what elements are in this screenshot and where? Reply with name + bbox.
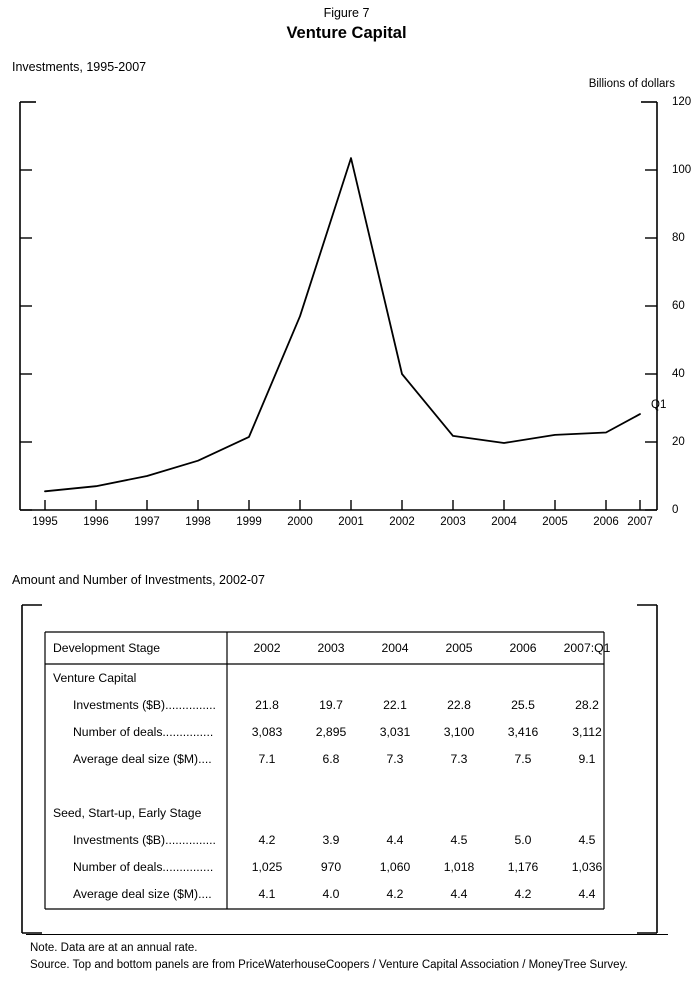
cell: 21.8 xyxy=(255,697,279,712)
cell: 4.1 xyxy=(258,886,276,901)
col-2003: 2003 xyxy=(317,641,345,655)
group-label-venture-capital: Venture Capital xyxy=(53,670,137,685)
cell: 2,895 xyxy=(315,724,347,739)
cell: 9.1 xyxy=(578,751,596,766)
xtick-2003: 2003 xyxy=(440,516,466,528)
xtick-1998: 1998 xyxy=(185,516,211,528)
xtick-2002: 2002 xyxy=(389,516,415,528)
xtick-1997: 1997 xyxy=(134,516,160,528)
cell: 7.5 xyxy=(514,751,532,766)
cell: 1,176 xyxy=(507,859,539,874)
row-label-vc-investments: Investments ($B)............... xyxy=(73,697,216,712)
cell: 1,036 xyxy=(571,859,603,874)
ytick-0: 0 xyxy=(672,504,679,516)
cell: 970 xyxy=(320,859,342,874)
xtick-2001: 2001 xyxy=(338,516,364,528)
notes-divider xyxy=(26,934,668,935)
investments-table xyxy=(45,632,619,934)
investments-table-panel xyxy=(12,604,667,934)
row-label-seed-deals: Number of deals............... xyxy=(73,859,214,874)
cell: 3,416 xyxy=(507,724,539,739)
cell: 4.2 xyxy=(514,886,532,901)
cell: 22.1 xyxy=(383,697,407,712)
cell: 7.3 xyxy=(386,751,404,766)
xtick-2000: 2000 xyxy=(287,516,313,528)
row-label-vc-avg-deal: Average deal size ($M).... xyxy=(73,751,212,766)
cell: 19.7 xyxy=(319,697,343,712)
table-spacer-row xyxy=(45,907,619,934)
xtick-2007: 2007 xyxy=(627,516,653,528)
y-axis-units-label: Billions of dollars xyxy=(588,78,675,90)
cell: 7.1 xyxy=(258,751,276,766)
cell: 4.4 xyxy=(578,886,596,901)
table-row xyxy=(45,718,619,745)
y-ticks-left xyxy=(20,170,32,510)
col-development-stage: Development Stage xyxy=(53,641,161,655)
row-label-vc-deals: Number of deals............... xyxy=(73,724,214,739)
xtick-1995: 1995 xyxy=(32,516,58,528)
ytick-20: 20 xyxy=(672,436,685,448)
table-row xyxy=(45,853,619,880)
table-row xyxy=(45,745,619,772)
cell: 25.5 xyxy=(511,697,535,712)
col-2004: 2004 xyxy=(381,641,409,655)
col-2006: 2006 xyxy=(509,641,537,655)
cell: 22.8 xyxy=(447,697,471,712)
cell: 28.2 xyxy=(575,697,599,712)
cell: 3,100 xyxy=(443,724,475,739)
ytick-80: 80 xyxy=(672,232,685,244)
row-label-seed-avg-deal: Average deal size ($M).... xyxy=(73,886,212,901)
cell: 1,018 xyxy=(443,859,475,874)
figure-title: Venture Capital xyxy=(286,24,407,42)
ytick-120: 120 xyxy=(672,96,692,108)
venture-capital-line-chart xyxy=(12,96,692,528)
cell: 3,083 xyxy=(251,724,283,739)
table-row xyxy=(45,691,619,718)
xtick-2004: 2004 xyxy=(491,516,517,528)
venture-capital-series xyxy=(45,158,640,491)
figure-number: Figure 7 xyxy=(323,6,370,20)
table-row xyxy=(45,799,619,826)
cell: 4.4 xyxy=(450,886,468,901)
col-2005: 2005 xyxy=(445,641,473,655)
ytick-60: 60 xyxy=(672,300,685,312)
table-row xyxy=(45,880,619,907)
cell: 4.2 xyxy=(258,832,276,847)
series-end-annotation: Q1 xyxy=(651,399,667,411)
cell: 4.5 xyxy=(578,832,596,847)
row-label-seed-investments: Investments ($B)............... xyxy=(73,832,216,847)
xtick-2006: 2006 xyxy=(593,516,619,528)
col-2002: 2002 xyxy=(253,641,281,655)
cell: 4.4 xyxy=(386,832,404,847)
group-label-seed-startup-early: Seed, Start-up, Early Stage xyxy=(53,805,202,820)
note-line: Note. Data are at an annual rate. xyxy=(30,942,198,954)
xtick-1996: 1996 xyxy=(83,516,109,528)
xtick-1999: 1999 xyxy=(236,516,262,528)
ytick-40: 40 xyxy=(672,368,685,380)
cell: 7.3 xyxy=(450,751,468,766)
cell: 3,112 xyxy=(572,724,602,739)
cell: 6.8 xyxy=(322,751,340,766)
cell: 3,031 xyxy=(379,724,411,739)
cell: 5.0 xyxy=(514,832,532,847)
cell: 4.0 xyxy=(322,886,340,901)
table-spacer-row xyxy=(45,772,619,799)
table-row xyxy=(45,826,619,853)
cell: 3.9 xyxy=(322,832,340,847)
notes-block xyxy=(30,940,628,973)
x-ticks xyxy=(45,500,640,510)
y-ticks-right xyxy=(645,170,657,510)
panel1-subtitle: Investments, 1995-2007 xyxy=(12,60,147,74)
xtick-2005: 2005 xyxy=(542,516,568,528)
col-2007q1: 2007:Q1 xyxy=(563,641,611,655)
chart-svg xyxy=(12,98,667,513)
source-line: Source. Top and bottom panels are from PriceWaterhouseCoopers / Venture Capital Association / MoneyTree Survey. xyxy=(30,958,628,971)
cell: 4.2 xyxy=(386,886,404,901)
panel2-subtitle: Amount and Number of Investments, 2002-07 xyxy=(12,573,265,587)
ytick-100: 100 xyxy=(672,164,692,176)
table-header-row xyxy=(45,632,619,664)
cell: 1,025 xyxy=(251,859,283,874)
table-row xyxy=(45,664,619,691)
cell: 1,060 xyxy=(379,859,411,874)
cell: 4.5 xyxy=(450,832,468,847)
